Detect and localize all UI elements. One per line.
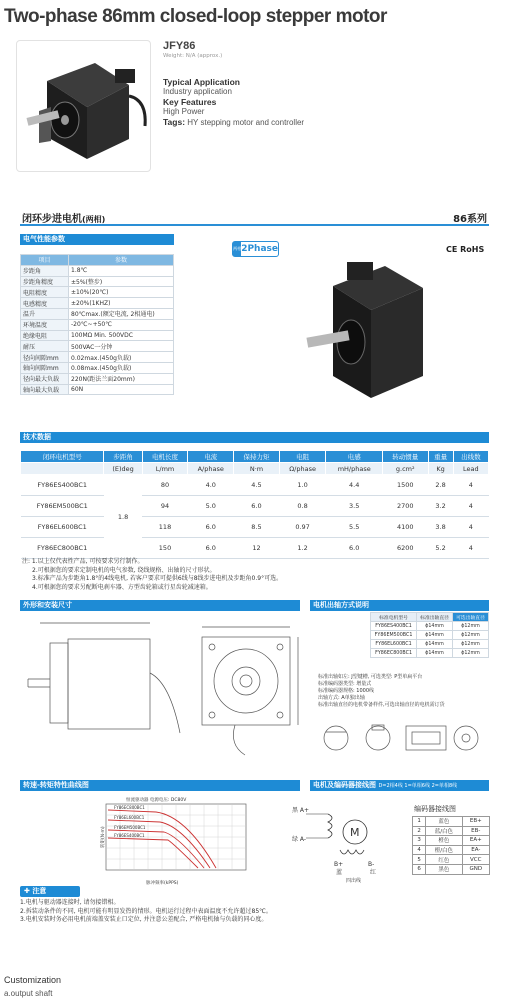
tech-cell: 8.5 [234,517,280,538]
dim-section-bar: 外形和安装尺寸 [20,600,300,611]
tech-cell: 5.2 [428,538,453,559]
elec-row [21,373,174,384]
tech-unit-cell [21,463,104,475]
tech-unit-cell: A/phase [188,463,234,475]
motor-letter: M [350,826,360,839]
wire-a-minus: 绿 A- [292,836,307,843]
wire-a-plus: 黑 A+ [292,807,310,814]
tech-head-cell: 步距角 [104,451,142,463]
speed-section-bar: 转速-转矩特性曲线图 [20,780,300,791]
tech-cell: 4 [453,517,488,538]
elec-row [21,276,174,287]
tags-value[interactable]: HY stepping motor and controller [187,118,305,127]
chart-series-label: FY86EL600BC1 [114,815,145,820]
product-thumbnail[interactable] [16,40,151,172]
elec-row [21,352,174,363]
axis-cell: ϕ12mm [453,649,489,658]
tech-cell: 2700 [383,496,429,517]
tech-step-angle: 1.8 [104,475,142,559]
axis-notes [318,674,488,709]
elec-table [20,254,174,395]
axis-head-std: 标准出轴直径 [417,613,453,622]
tech-unit-cell: N·m [234,463,280,475]
tech-cell: 3.5 [326,496,383,517]
elec-section-bar: 电气性能参数 [20,234,174,245]
axis-cell: ϕ12mm [453,622,489,631]
tech-head-cell: 出线数 [453,451,488,463]
axis-note: 标准编码器类型: 增量式 [318,681,372,687]
tech-cell: 6.0 [188,517,234,538]
elec-row [21,308,174,319]
speed-torque-chart [86,794,260,890]
tech-cell: 5.0 [188,496,234,517]
axis-cell: ϕ14mm [417,649,453,658]
tech-cell: 80 [142,475,188,496]
encoder-cell: EA+ [462,836,489,846]
customization [4,974,61,1000]
dimension-drawing [20,613,310,763]
tech-unit-cell: L/mm [142,463,188,475]
axis-cell: ϕ14mm [417,640,453,649]
axis-note: 标准编码器规格: 1000线 [318,688,374,694]
encoder-row [413,864,490,874]
elec-value: 500VAC一分钟 [69,341,174,352]
note-2: 2.可根据您的要求定制电机的电气参数, 绕线规格、出轴的尺寸形状。 [32,566,216,574]
elec-value: 100MΩ Min. 500VDC [69,330,174,341]
attention-header: ✚ 注意 [20,886,80,897]
tech-table [20,450,489,559]
tech-cell: 0.8 [279,496,326,517]
tech-unit-cell: Kg [428,463,453,475]
elec-row [21,265,174,276]
tech-model: FY86EL600BC1 [21,517,104,538]
wire-caption: 四出线 [346,878,362,884]
tech-head-cell: 闭环电机型号 [21,451,104,463]
encoder-cell: 4 [413,845,426,855]
elec-row [21,341,174,352]
elec-row [21,384,174,395]
tech-cell: 12 [234,538,280,559]
axis-cell: FY86EL600BC1 [371,640,417,649]
tech-cell: 4.5 [234,475,280,496]
tech-row [21,475,489,496]
wire-blue: 蓝 [336,869,343,876]
page-title: Two-phase 86mm closed-loop stepper motor [4,6,387,27]
tech-cell: 0.97 [279,517,326,538]
tech-head-cell: 电感 [326,451,383,463]
tech-row [21,517,489,538]
attention-item: 1.电机与驱动器连接时, 请勿接错相。 [20,899,120,906]
typical-application-label: Typical Application [163,77,240,87]
tech-cell: 4 [453,496,488,517]
axis-head-model: 标准电机型号 [371,613,417,622]
tech-cell: 2.8 [428,475,453,496]
encoder-row [413,826,490,836]
note-4: 4.可根据您的要求另配断电刹车器、方型齿轮箱或行星齿轮减速箱。 [32,583,212,591]
elec-label: 径向间隙mm [21,352,69,363]
encoder-cell: 蓝/白色 [426,826,462,836]
elec-value: ±20%(1KHZ) [69,298,174,309]
elec-head-item: 项目 [21,255,69,266]
chart-series-label: FY86EM500BC1 [114,825,146,830]
elec-row [21,319,174,330]
chart-title: 恒流驱动器 电源电压: DC80V [126,798,187,803]
elec-value: ±5%(整步) [69,276,174,287]
motor-image [17,41,150,171]
encoder-cell: 红色 [426,855,462,865]
tech-head-cell: 重量 [428,451,453,463]
motor-photo [305,258,445,418]
wire-b-minus: B- [368,861,375,868]
sheet-title: 闭环步进电机(两相) [22,214,106,225]
elec-row [21,298,174,309]
tech-cell: 6.0 [188,538,234,559]
axis-row [371,640,489,649]
wiring-section-bar: 电机及编码器接线图 D=2相4线 1=单相6线 2=单相8线 [310,780,489,791]
tech-cell: 4 [453,538,488,559]
encoder-cell: 蓝色 [426,817,462,827]
product-weight: Weight: N/A (approx.) [163,53,223,59]
sheet-header [20,208,489,226]
tech-model: FY86EM500BC1 [21,496,104,517]
tech-cell: 1.0 [279,475,326,496]
encoder-cell: 2 [413,826,426,836]
note-3: 3.标准产品为步距角1.8°的4线电机, 若客户要求可提供6线与8线步进电机及步距角0.9°可选。 [32,575,283,583]
spec-sheet [20,208,489,938]
axis-cell: ϕ12mm [453,631,489,640]
chart-series-label: FY86EC800BC1 [114,805,145,810]
elec-value: 80℃max.(额定电流, 2相通电) [69,308,174,319]
key-features-value: High Power [163,107,205,116]
tags-label: Tags: [163,117,186,127]
tech-cell: 1.2 [279,538,326,559]
axis-cell: FY86EM500BC1 [371,631,417,640]
note-1: 注: 1.以上仅代表性产品, 可按要求另行制作。 [22,558,144,565]
tech-cell: 6200 [383,538,429,559]
encoder-cell: EB+ [462,817,489,827]
tech-cell: 4.4 [326,475,383,496]
encoder-table [412,816,490,875]
axis-note: 标准出轴如左: J型键槽, 可选类型: P型单扁平台 [318,674,423,680]
encoder-cell: EA- [462,845,489,855]
tech-unit-cell: (E)deg [104,463,142,475]
encoder-cell: 6 [413,864,426,874]
axis-note: 标准出轴直径的电机带备样件,可选出轴直径的电机需订货 [318,702,445,708]
axis-row [371,649,489,658]
encoder-row [413,845,490,855]
encoder-cell: EB- [462,826,489,836]
elec-label: 径向最大负载 [21,373,69,384]
elec-row [21,287,174,298]
shaft-drawings [316,716,490,774]
tech-head-cell: 电机长度 [142,451,188,463]
axis-row [371,631,489,640]
tech-cell: 5.5 [326,517,383,538]
motor-wiring-diagram [290,800,410,884]
tech-unit-cell: g.cm² [383,463,429,475]
customization-title: Customization [4,975,62,985]
elec-row [21,330,174,341]
encoder-cell: 黑色 [426,864,462,874]
encoder-cell: 1 [413,817,426,827]
axis-cell: ϕ14mm [417,622,453,631]
encoder-title: 编码器接线图 [414,805,456,813]
elec-value: 60N [69,384,174,395]
tech-head-cell: 电阻 [279,451,326,463]
attention-icon: ✚ [24,887,33,895]
wire-red: 红 [370,869,377,876]
encoder-row [413,817,490,827]
axis-cell: FY86EC800BC1 [371,649,417,658]
encoder-row [413,836,490,846]
tech-model: FY86ES400BC1 [21,475,104,496]
elec-value: 0.08max.(450g负载) [69,362,174,373]
elec-label: 温升 [21,308,69,319]
tech-cell: 3.2 [428,496,453,517]
encoder-row [413,855,490,865]
tech-head-cell: 保持力矩 [234,451,280,463]
product-model: JFY86 [163,40,196,52]
customization-item[interactable]: a.output shaft [4,989,53,998]
tech-cell: 3.8 [428,517,453,538]
elec-label: 轴向间隙mm [21,362,69,373]
elec-label: 轴向最大负载 [21,384,69,395]
elec-label: 绝缘电阻 [21,330,69,341]
tech-cell: 4.0 [188,475,234,496]
tech-cell: 6.0 [326,538,383,559]
elec-value: 1.8℃ [69,265,174,276]
typical-application-value: Industry application [163,87,232,96]
axis-table [370,612,489,658]
encoder-cell: VCC [462,855,489,865]
axis-head-opt: 可选出轴直径 [453,613,489,622]
tech-cell: 6.0 [234,496,280,517]
tech-cell: 4100 [383,517,429,538]
tech-head-cell: 电流 [188,451,234,463]
attention-item: 3.电机安装时务必用电机前端盖安装止口定位, 并注意公差配合, 严格电机轴与负载的同心度。 [20,916,268,924]
encoder-cell: 橙色 [426,836,462,846]
tech-cell: 4 [453,475,488,496]
elec-label: 电感精度 [21,298,69,309]
tech-unit-cell: Lead [453,463,488,475]
tech-cell: 150 [142,538,188,559]
tech-head-cell: 转动惯量 [383,451,429,463]
tech-cell: 94 [142,496,188,517]
axis-cell: ϕ12mm [453,640,489,649]
chart-series-line [108,838,198,868]
cert-marks: CE RoHS [446,245,485,254]
elec-label: 环境温度 [21,319,69,330]
tech-row [21,496,489,517]
axis-section-bar: 电机出轴方式说明 [310,600,489,611]
elec-label: 耐压 [21,341,69,352]
tech-cell: 118 [142,517,188,538]
elec-label: 步距角精度 [21,276,69,287]
elec-row [21,362,174,373]
elec-value: ±10%(20℃) [69,287,174,298]
elec-value: 220N(距法兰面20mm) [69,373,174,384]
elec-value: -20℃~+50℃ [69,319,174,330]
tech-row [21,538,489,559]
tech-model: FY86EC800BC1 [21,538,104,559]
chart-series-label: FY86ES400BC1 [114,833,145,838]
product-info [163,40,503,127]
key-features-label: Key Features [163,97,217,107]
tech-section-bar: 技术数据 [20,432,489,443]
two-phase-badge: 两相 2Phase [232,241,279,257]
encoder-cell: 5 [413,855,426,865]
axis-cell: FY86ES400BC1 [371,622,417,631]
chart-x-label: 脉冲频率(kPPS) [146,881,179,886]
chart-y-label: 转矩(N·m) [101,826,106,848]
elec-label: 电阻精度 [21,287,69,298]
elec-head-param: 参数 [69,255,174,266]
encoder-cell: 橙/白色 [426,845,462,855]
attention-item: 2.拆装动条件的不同, 电机可能有明显发热的情形。电机运行过程中表面温度不允许超过85℃。 [20,907,272,915]
tech-cell: 1500 [383,475,429,496]
attention-section [20,886,489,925]
elec-label: 步距角 [21,265,69,276]
axis-note: 出轴方式: A单独出轴 [318,695,365,701]
tech-unit-cell: mH/phase [326,463,383,475]
wire-b-plus: B+ [334,861,344,868]
tech-unit-cell: Ω/phase [279,463,326,475]
axis-row [371,622,489,631]
tech-notes [22,558,487,592]
elec-value: 0.02max.(450g负载) [69,352,174,363]
encoder-cell: 3 [413,836,426,846]
encoder-cell: GND [462,864,489,874]
axis-cell: ϕ14mm [417,631,453,640]
sheet-series: 86系列 [453,214,487,225]
